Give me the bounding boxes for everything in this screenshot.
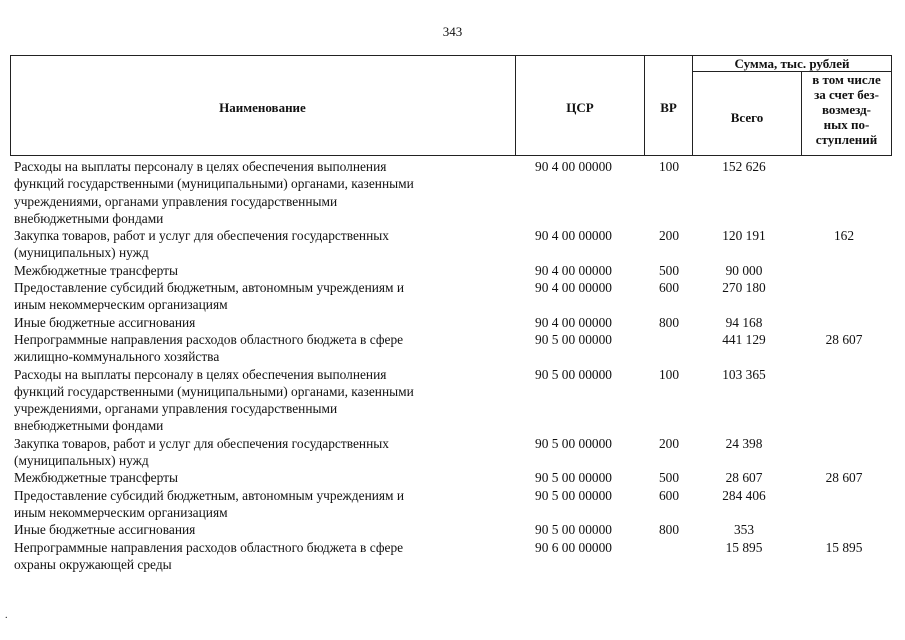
header-non-repayable-line: ступлений (815, 132, 878, 147)
row-name (14, 469, 504, 486)
table-row (0, 227, 905, 262)
row-name (14, 487, 504, 522)
row-csr: 90 6 00 00000 (535, 539, 612, 555)
row-total: 103 365 (722, 366, 766, 382)
header-bottom-rule (10, 155, 892, 156)
row-name-line: учреждениями, органами управления государственными (14, 193, 338, 209)
header-vr: ВР (660, 100, 677, 115)
row-name-line: иным некоммерческим организациям (14, 297, 228, 313)
table-header (10, 55, 892, 156)
row-name-line: (муниципальных) нужд (14, 245, 149, 261)
header-rule-right (891, 55, 892, 156)
row-name-line: функций государственными (муниципальными) органами, казенными (14, 383, 414, 399)
header-non-repayable-line: ных по- (823, 117, 870, 132)
row-vr: 200 (658, 228, 680, 244)
row-name-line: Межбюджетные трансферты (14, 262, 178, 278)
table-row (0, 469, 905, 486)
row-name (14, 331, 504, 366)
row-name-line: внебюджетными фондами (14, 418, 164, 434)
header-non-repayable (802, 72, 891, 147)
row-name (14, 227, 504, 262)
row-name (14, 279, 504, 314)
row-name-line: охраны окружающей среды (14, 556, 172, 572)
row-csr: 90 5 00 00000 (535, 435, 612, 451)
row-non-repayable: 15 895 (825, 539, 863, 555)
row-total: 28 607 (725, 470, 763, 486)
row-vr: 800 (658, 314, 680, 330)
row-csr: 90 4 00 00000 (535, 314, 612, 330)
table-row (0, 521, 905, 538)
row-csr: 90 5 00 00000 (535, 331, 612, 347)
row-total: 284 406 (722, 487, 766, 503)
row-csr: 90 5 00 00000 (535, 366, 612, 382)
row-name-line: Предоставление субсидий бюджетным, автономным учреждениям и (14, 487, 405, 503)
row-name-line: Иные бюджетные ассигнования (14, 314, 196, 330)
row-vr: 500 (658, 262, 680, 278)
table-row (0, 435, 905, 470)
row-name (14, 366, 504, 435)
header-amount-group: Сумма, тыс. рублей (734, 56, 850, 71)
table-body (0, 158, 905, 573)
row-total: 94 168 (725, 314, 763, 330)
row-name-line: функций государственными (муниципальными) органами, казенными (14, 176, 414, 192)
header-non-repayable-line: в том числе (812, 72, 881, 87)
row-total: 90 000 (725, 262, 763, 278)
row-total: 441 129 (722, 331, 766, 347)
row-name-line: внебюджетными фондами (14, 210, 164, 226)
row-total: 15 895 (725, 539, 763, 555)
table-row (0, 314, 905, 331)
header-csr: ЦСР (566, 100, 594, 115)
row-name-line: учреждениями, органами управления государственными (14, 401, 338, 417)
header-non-repayable-line: за счет без- (814, 87, 879, 102)
row-name (14, 262, 504, 279)
row-vr: 600 (658, 280, 680, 296)
row-name-line: иным некоммерческим организациям (14, 504, 228, 520)
row-total: 270 180 (722, 280, 766, 296)
row-name-line: Расходы на выплаты персоналу в целях обеспечения выполнения (14, 159, 387, 174)
row-non-repayable: 162 (833, 228, 855, 244)
row-name (14, 435, 504, 470)
row-vr: 100 (658, 366, 680, 382)
row-name-line: Непрограммные направления расходов областного бюджета в сфере (14, 539, 404, 555)
row-total: 24 398 (725, 435, 763, 451)
row-name-line: Предоставление субсидий бюджетным, автономным учреждениям и (14, 280, 405, 296)
row-total: 152 626 (722, 159, 766, 174)
table-row (0, 158, 905, 227)
header-name: Наименование (219, 100, 306, 115)
row-vr: 600 (658, 487, 680, 503)
row-name-line: Непрограммные направления расходов областного бюджета в сфере (14, 331, 404, 347)
table-row (0, 539, 905, 574)
table-row (0, 487, 905, 522)
table-row (0, 331, 905, 366)
row-csr: 90 4 00 00000 (535, 159, 612, 174)
row-csr: 90 4 00 00000 (535, 228, 612, 244)
row-name-line: жилищно-коммунального хозяйства (14, 349, 220, 365)
table-row (0, 262, 905, 279)
row-csr: 90 4 00 00000 (535, 262, 612, 278)
row-non-repayable: 28 607 (825, 470, 863, 486)
row-name-line: Закупка товаров, работ и услуг для обеспечения государственных (14, 228, 389, 244)
page-number: 343 (442, 24, 463, 39)
row-non-repayable: 28 607 (825, 331, 863, 347)
margin-mark: . (5, 610, 8, 621)
row-csr: 90 5 00 00000 (535, 522, 612, 538)
row-csr: 90 4 00 00000 (535, 280, 612, 296)
row-name (14, 314, 504, 331)
table-row (0, 366, 905, 435)
row-total: 353 (733, 522, 755, 538)
row-vr: 800 (658, 522, 680, 538)
row-name-line: Межбюджетные трансферты (14, 470, 178, 486)
row-name-line: Иные бюджетные ассигнования (14, 522, 196, 538)
row-name (14, 539, 504, 574)
row-name-line: (муниципальных) нужд (14, 453, 149, 469)
row-vr: 100 (658, 159, 680, 174)
row-name-line: Закупка товаров, работ и услуг для обеспечения государственных (14, 435, 389, 451)
row-csr: 90 5 00 00000 (535, 470, 612, 486)
row-name-line: Расходы на выплаты персоналу в целях обеспечения выполнения (14, 366, 387, 382)
row-vr: 200 (658, 435, 680, 451)
row-total: 120 191 (722, 228, 766, 244)
row-vr: 500 (658, 470, 680, 486)
header-non-repayable-line: возмезд- (822, 102, 871, 117)
row-csr: 90 5 00 00000 (535, 487, 612, 503)
row-name (14, 521, 504, 538)
table-row (0, 279, 905, 314)
row-name (14, 158, 504, 227)
header-total: Всего (730, 110, 764, 125)
